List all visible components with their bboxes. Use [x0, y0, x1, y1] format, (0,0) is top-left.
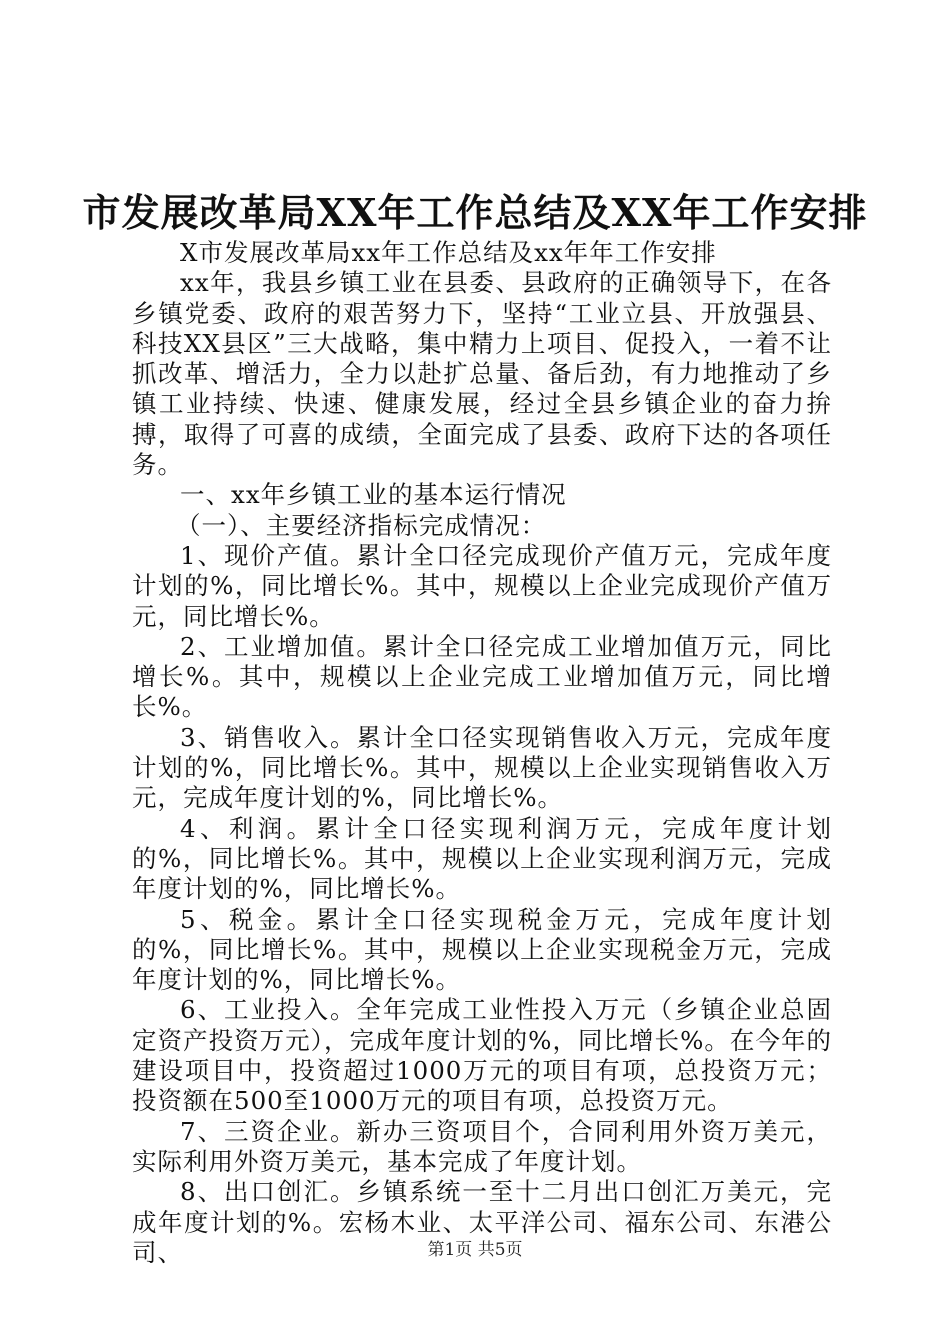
page-footer: 第1页 共5页: [427, 1240, 523, 1260]
subsection-heading: （一）、主要经济指标完成情况：: [176, 510, 547, 540]
section-heading: 一、xx年乡镇工业的基本运行情况: [180, 480, 567, 510]
item-paragraph: 5、税金。累计全口径实现税金万元，完成年度计划的%，同比增长%。其中，规模以上企业实现税金万元，完成年度计划的%，同比增长%。: [132, 904, 832, 995]
item-paragraph: 6、工业投入。全年完成工业性投入万元（乡镇企业总固定资产投资万元），完成年度计划的%，同比增长%。在今年的建设项目中，投资超过1000万元的项目有项，总投资万元；投资额在500至1000万元的项目有项，总投资万元。: [132, 995, 832, 1116]
item-paragraph: 4、利润。累计全口径实现利润万元，完成年度计划的%，同比增长%。其中，规模以上企业实现利润万元，完成年度计划的%，同比增长%。: [132, 813, 832, 904]
subtitle-paragraph: X市发展改革局xx年工作总结及xx年年工作安排: [180, 238, 717, 267]
item-paragraph: 3、销售收入。累计全口径实现销售收入万元，完成年度计划的%，同比增长%。其中，规模以上企业实现销售收入万元，完成年度计划的%，同比增长%。: [132, 722, 832, 813]
document-body: [132, 238, 832, 1268]
document-title: 市发展改革局XX年工作总结及XX年工作安排: [82, 190, 868, 235]
intro-paragraph: xx年，我县乡镇工业在县委、县政府的正确领导下，在各乡镇党委、政府的艰苦努力下，坚持“工业立县、开放强县、科技XX县区”三大战略，集中精力上项目、促投入，一着不让抓改革、增活力，全力以赴扩总量、备后劲，有力地推动了乡镇工业持续、快速、健康发展，经过全县乡镇企业的奋力拚搏，取得了可喜的成绩，全面完成了县委、政府下达的各项任务。: [132, 268, 833, 480]
item-paragraph: 8、出口创汇。乡镇系统一至十二月出口创汇万美元，完成年度计划的%。宏杨木业、太平洋公司、福东公司、东港公司、: [132, 1177, 832, 1267]
item-paragraph: 1、现价产值。累计全口径完成现价产值万元，完成年度计划的%，同比增长%。其中，规模以上企业完成现价产值万元，同比增长%。: [132, 540, 832, 631]
item-paragraph: 7、三资企业。新办三资项目个，合同利用外资万美元，实际利用外资万美元，基本完成了年度计划。: [132, 1116, 832, 1176]
item-paragraph: 2、工业增加值。累计全口径完成工业增加值万元，同比增长%。其中，规模以上企业完成工业增加值万元，同比增长%。: [132, 631, 832, 722]
